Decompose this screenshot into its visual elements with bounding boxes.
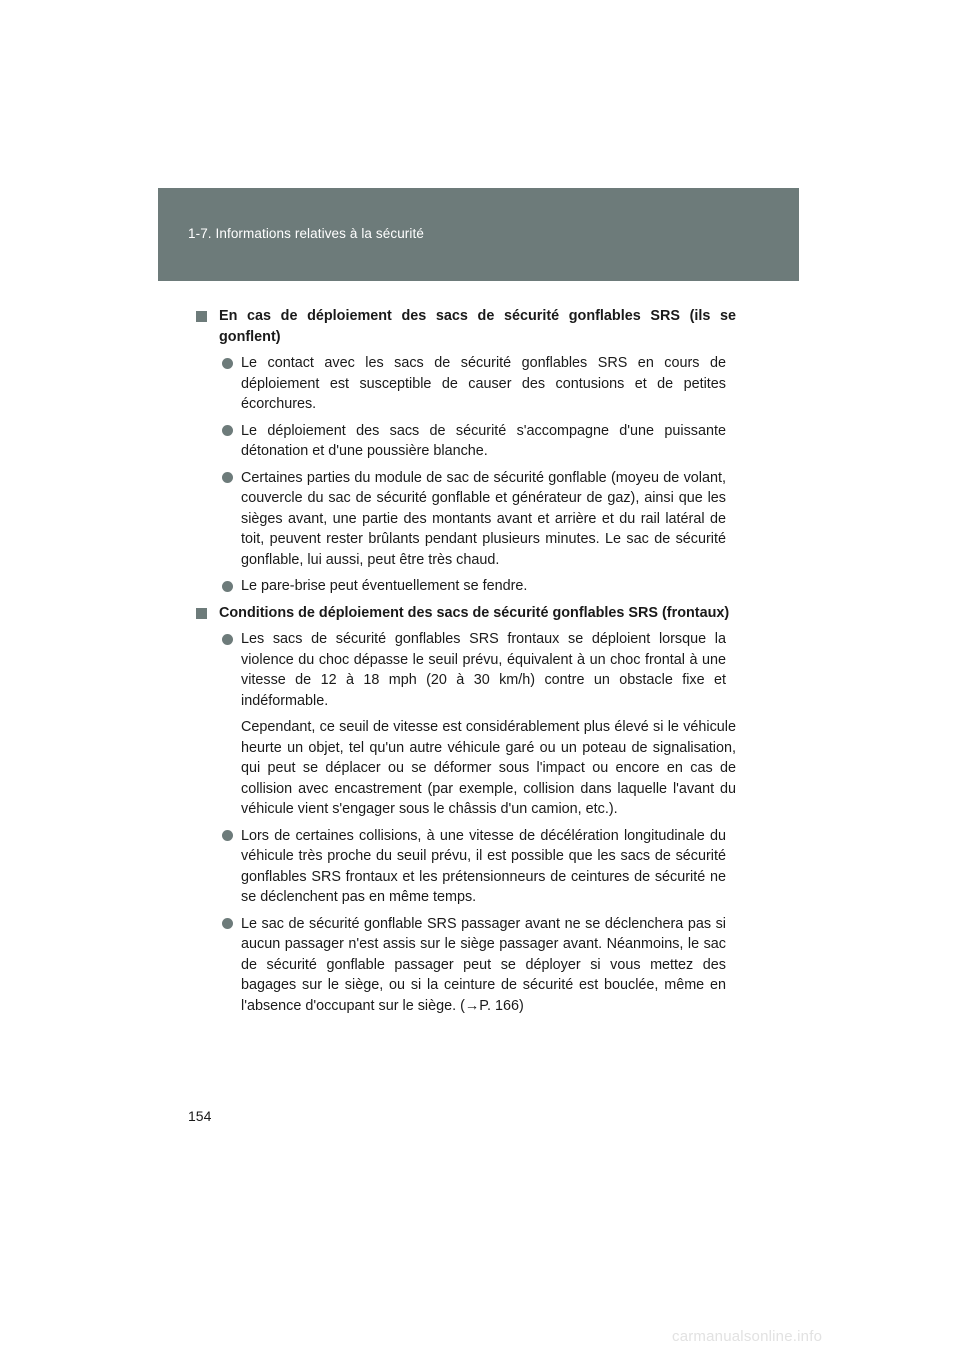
circle-bullet-icon (222, 425, 233, 436)
section-title: Conditions de déploiement des sacs de sécurité gonflables SRS (frontaux) (196, 603, 736, 624)
circle-bullet-icon (222, 472, 233, 483)
circle-bullet-icon (222, 634, 233, 645)
watermark: carmanualsonline.info (672, 1328, 823, 1345)
list-item-paragraph: Cependant, ce seuil de vitesse est considérablement plus élevé si le véhicule heurte un objet, tel qu'un autre véhicule garé ou un poteau de signalisation, qui peut se déplacer ou se déformer sous l'impact ou encore en cas de collision avec encastrement (par exemple, collision dans laquelle l'avant du véhicule vient s'engager sous le châssis d'un camion, etc.). (241, 719, 736, 817)
section-title: En cas de déploiement des sacs de sécurité gonflables SRS (ils se gonflent) (196, 306, 736, 347)
list-item: Certaines parties du module de sac de sécurité gonflable (moyeu de volant, couvercle du sac de sécurité gonflable et générateur de gaz), ainsi que les sièges avant, une partie des montants avant et arrière et du rail latéral de toit, peuvent rester brûlants pendant plusieurs minutes. Le sac de sécurité gonflable, lui aussi, peut être très chaud. (196, 468, 736, 571)
page-content (196, 306, 736, 1022)
list-item: Le déploiement des sacs de sécurité s'accompagne d'une puissante détonation et d'une poussière blanche. (196, 421, 736, 462)
section-header-title: 1-7. Informations relatives à la sécurité (188, 226, 424, 241)
circle-bullet-icon (222, 830, 233, 841)
section-conditions (196, 603, 736, 1017)
section-deployment (196, 306, 736, 597)
section-header-bar (158, 188, 799, 281)
list-item: Le contact avec les sacs de sécurité gonflables SRS en cours de déploiement est susceptible de causer des contusions et de petites écorchures. (196, 353, 736, 415)
circle-bullet-icon (222, 358, 233, 369)
circle-bullet-icon (222, 581, 233, 592)
list-item: Lors de certaines collisions, à une vitesse de décélération longitudinale du véhicule très proche du seuil prévu, il est possible que les sacs de sécurité gonflables SRS frontaux et les prétensionneurs de ceintures de sécurité ne se déclenchent pas en même temps. (196, 826, 736, 908)
square-bullet-icon (196, 311, 207, 322)
square-bullet-icon (196, 608, 207, 619)
page-number: 154 (188, 1108, 212, 1124)
list-item: Les sacs de sécurité gonflables SRS frontaux se déploient lorsque la violence du choc dépasse le seuil prévu, équivalent à un choc frontal à une vitesse de 12 à 18 mph (20 à 30 km/h) contre un obstacle fixe et indéformable. (196, 629, 736, 711)
list-item: Le sac de sécurité gonflable SRS passager avant ne se déclenchera pas si aucun passager n'est assis sur le siège passager avant. Néanmoins, le sac de sécurité gonflable passager peut se déployer si vous mettez des bagages sur le siège, ou si la ceinture de sécurité est bouclée, même en l'absence d'occupant sur le siège. (→P. 166) (196, 914, 736, 1017)
circle-bullet-icon (222, 918, 233, 929)
list-item: Le pare-brise peut éventuellement se fendre. (196, 576, 736, 597)
